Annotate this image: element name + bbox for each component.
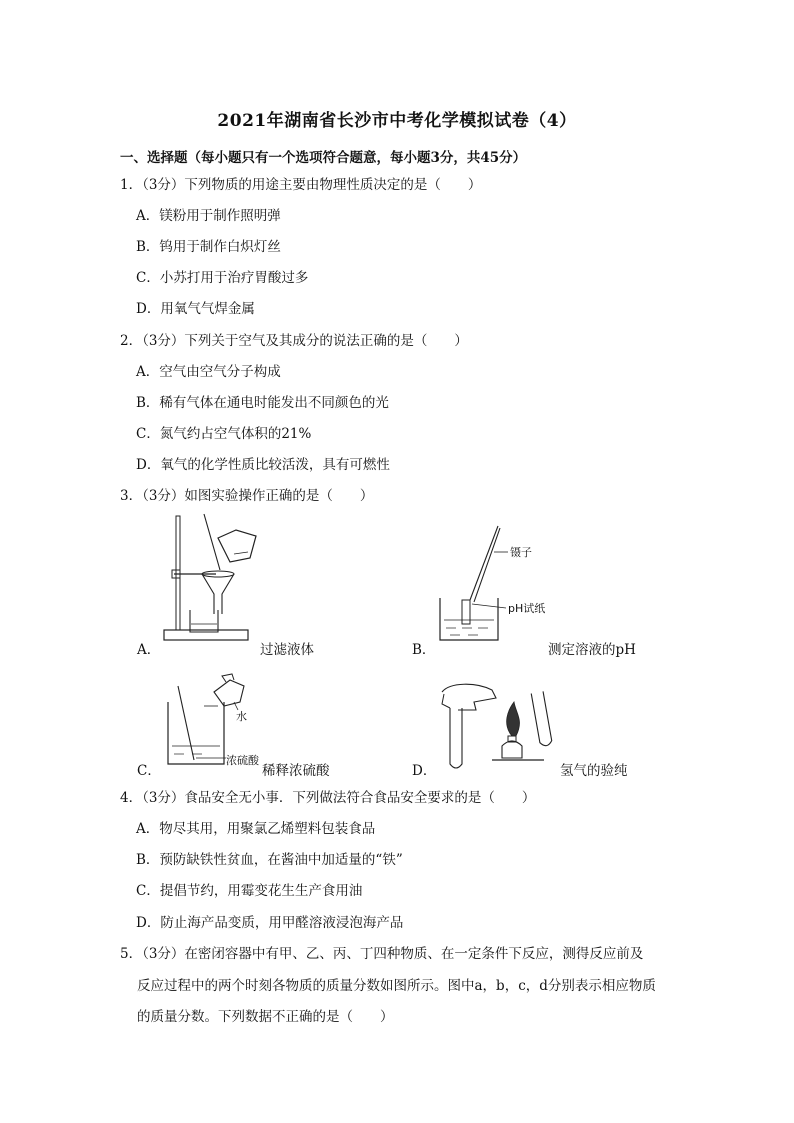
question-1-option-c: C．小苏打用于治疗胃酸过多 (136, 270, 309, 286)
section-heading: 一、选择题（每小题只有一个选项符合题意，每小题3分，共45分） (120, 150, 527, 166)
figure-d-caption: 氢气的验纯 (560, 763, 628, 779)
figure-b-caption: 测定溶液的pH (548, 642, 636, 658)
ph-paper-label: pH试纸 (508, 602, 546, 615)
question-1-option-b: B．钨用于制作白炽灯丝 (136, 239, 281, 255)
question-4-option-c: C．提倡节约，用霉变花生生产食用油 (136, 883, 363, 899)
figure-c-letter: C． (137, 763, 161, 779)
figure-c-caption: 稀释浓硫酸 (262, 763, 330, 779)
question-2-option-c: C．氮气约占空气体积的21% (136, 426, 312, 442)
question-5-stem: 5．（3分）在密闭容器中有甲、乙、丙、丁四种物质、在一定条件下反应，测得反应前及 (120, 946, 644, 962)
hydrogen-test-figure (436, 680, 566, 772)
dilution-figure (164, 672, 264, 772)
question-4-option-b: B．预防缺铁性贫血，在酱油中加适量的“铁” (136, 852, 403, 868)
ph-test-figure (436, 522, 556, 642)
sulfuric-acid-label: 浓硫酸 (226, 754, 259, 767)
figure-b-letter: B． (412, 642, 436, 658)
question-2-option-a: A．空气由空气分子构成 (136, 364, 281, 380)
question-4-option-d: D．防止海产品变质，用甲醛溶液浸泡海产品 (136, 915, 404, 931)
figure-a-caption: 过滤液体 (260, 642, 314, 658)
question-4-stem: 4．（3分）食品安全无小事．下列做法符合食品安全要求的是（ ） (120, 790, 536, 806)
filtration-figure (160, 514, 270, 646)
question-3-stem: 3．（3分）如图实验操作正确的是（ ） (120, 488, 374, 504)
question-2-option-d: D．氧气的化学性质比较活泼，具有可燃性 (136, 457, 390, 473)
question-1-option-a: A．镁粉用于制作照明弹 (136, 208, 281, 224)
question-4-option-a: A．物尽其用，用聚氯乙烯塑料包装食品 (136, 821, 376, 837)
water-label: 水 (236, 710, 247, 723)
question-2-stem: 2．（3分）下列关于空气及其成分的说法正确的是（ ） (120, 333, 468, 349)
question-1-stem: 1．（3分）下列物质的用途主要由物理性质决定的是（ ） (120, 177, 482, 193)
question-5-continuation-1: 反应过程中的两个时刻各物质的质量分数如图所示。图中a，b，c，d分别表示相应物质 (137, 978, 656, 994)
page-title: 2021年湖南省长沙市中考化学模拟试卷（4） (217, 111, 577, 131)
question-5-continuation-2: 的质量分数。下列数据不正确的是（ ） (137, 1009, 394, 1025)
tweezers-label: 镊子 (510, 546, 532, 559)
figure-a-letter: A． (137, 642, 161, 658)
figure-d-letter: D． (412, 763, 437, 779)
question-1-option-d: D．用氧气气焊金属 (136, 301, 255, 317)
question-2-option-b: B．稀有气体在通电时能发出不同颜色的光 (136, 395, 389, 411)
